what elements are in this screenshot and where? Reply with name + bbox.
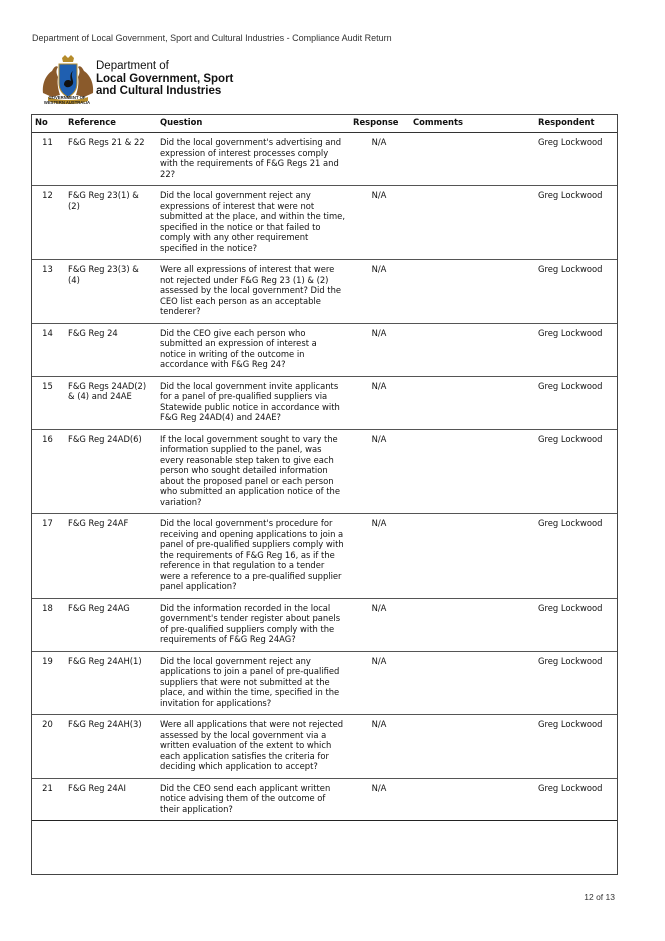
cell-reference: F&G Reg 24AI <box>64 778 156 821</box>
cell-reference: F&G Reg 24AF <box>64 514 156 599</box>
cell-reference: F&G Reg 23(1) & (2) <box>64 186 156 260</box>
cell-respondent: Greg Lockwood <box>530 514 618 599</box>
table-row <box>31 133 618 186</box>
cell-comments <box>409 429 530 514</box>
cell-respondent: Greg Lockwood <box>530 651 618 715</box>
cell-respondent: Greg Lockwood <box>530 323 618 376</box>
cell-comments <box>409 323 530 376</box>
cell-respondent: Greg Lockwood <box>530 260 618 324</box>
cell-reference: F&G Regs 21 & 22 <box>64 133 156 186</box>
table-row <box>31 260 618 324</box>
cell-comments <box>409 715 530 779</box>
cell-no: 21 <box>31 778 64 821</box>
table-row <box>31 651 618 715</box>
cell-no: 18 <box>31 598 64 651</box>
cell-response: N/A <box>349 133 409 186</box>
cell-reference: F&G Reg 24AH(1) <box>64 651 156 715</box>
cell-no: 19 <box>31 651 64 715</box>
page-number: 12 of 13 <box>584 892 615 902</box>
cell-question: Were all applications that were not rejected assessed by the local government via a written evaluation of the extent to which each application satisfies the criteria for deciding which application to accept? <box>156 715 349 779</box>
cell-question: If the local government sought to vary the information supplied to the panel, was every reasonable step taken to give each person who sought detailed information about the proposed panel or each person who submitted an application notice of the variation? <box>156 429 349 514</box>
cell-reference: F&G Reg 24AG <box>64 598 156 651</box>
cell-no: 17 <box>31 514 64 599</box>
cell-response: N/A <box>349 598 409 651</box>
cell-question: Did the CEO give each person who submitted an expression of interest a notice in writing of the outcome in accordance with F&G Reg 24? <box>156 323 349 376</box>
cell-respondent: Greg Lockwood <box>530 186 618 260</box>
cell-question: Did the local government's advertising and expression of interest processes comply with the requirements of F&G Regs 21 and 22? <box>156 133 349 186</box>
department-name: Department of Local Government, Sport and Cultural Industries <box>96 60 234 97</box>
cell-reference: F&G Regs 24AD(2) & (4) and 24AE <box>64 376 156 429</box>
logo-caption: GOVERNMENT OF WESTERN AUSTRALIA <box>43 95 91 105</box>
column-header-respondent: Respondent <box>530 114 618 133</box>
column-header-comments: Comments <box>409 114 530 133</box>
cell-response: N/A <box>349 715 409 779</box>
table-row <box>31 429 618 514</box>
cell-comments <box>409 260 530 324</box>
compliance-audit-table <box>31 114 618 821</box>
cell-reference: F&G Reg 24AH(3) <box>64 715 156 779</box>
cell-respondent: Greg Lockwood <box>530 429 618 514</box>
cell-response: N/A <box>349 514 409 599</box>
cell-no: 13 <box>31 260 64 324</box>
cell-respondent: Greg Lockwood <box>530 598 618 651</box>
cell-response: N/A <box>349 260 409 324</box>
column-header-reference: Reference <box>64 114 156 133</box>
cell-response: N/A <box>349 778 409 821</box>
table-row <box>31 514 618 599</box>
cell-comments <box>409 376 530 429</box>
cell-no: 11 <box>31 133 64 186</box>
table-row <box>31 778 618 821</box>
cell-no: 12 <box>31 186 64 260</box>
cell-no: 15 <box>31 376 64 429</box>
table-row <box>31 715 618 779</box>
table-row <box>31 186 618 260</box>
table-row <box>31 376 618 429</box>
cell-no: 20 <box>31 715 64 779</box>
column-header-no: No <box>31 114 64 133</box>
cell-response: N/A <box>349 186 409 260</box>
cell-question: Did the local government reject any expressions of interest that were not submitted at the place, and within the time, specified in the notice or that failed to comply with any other requirement specified in the notice? <box>156 186 349 260</box>
cell-question: Did the local government's procedure for receiving and opening applications to join a panel of pre-qualified suppliers comply with the requirements of F&G Reg 16, as if the reference in that regulation to a tender were a reference to a pre-qualified supplier panel application? <box>156 514 349 599</box>
cell-comments <box>409 778 530 821</box>
cell-response: N/A <box>349 376 409 429</box>
cell-comments <box>409 133 530 186</box>
cell-response: N/A <box>349 323 409 376</box>
table-row <box>31 323 618 376</box>
cell-respondent: Greg Lockwood <box>530 376 618 429</box>
cell-question: Did the CEO send each applicant written notice advising them of the outcome of their application? <box>156 778 349 821</box>
cell-no: 14 <box>31 323 64 376</box>
cell-comments <box>409 186 530 260</box>
cell-reference: F&G Reg 24AD(6) <box>64 429 156 514</box>
cell-question: Were all expressions of interest that were not rejected under F&G Reg 23 (1) & (2) assessed by the local government? Did the CEO list each person as an acceptable tenderer? <box>156 260 349 324</box>
table-row <box>31 598 618 651</box>
cell-respondent: Greg Lockwood <box>530 715 618 779</box>
document-header-title: Department of Local Government, Sport and Cultural Industries - Compliance Audit Return <box>32 33 392 43</box>
cell-question: Did the local government invite applicants for a panel of pre-qualified suppliers via Statewide public notice in accordance with F&G Reg 24AD(4) and 24AE? <box>156 376 349 429</box>
cell-question: Did the information recorded in the local government's tender register about panels of pre-qualified suppliers comply with the requirements of F&G Reg 24AG? <box>156 598 349 651</box>
cell-reference: F&G Reg 23(3) & (4) <box>64 260 156 324</box>
cell-comments <box>409 598 530 651</box>
cell-response: N/A <box>349 429 409 514</box>
column-header-response: Response <box>349 114 409 133</box>
column-header-question: Question <box>156 114 349 133</box>
cell-no: 16 <box>31 429 64 514</box>
cell-response: N/A <box>349 651 409 715</box>
cell-respondent: Greg Lockwood <box>530 133 618 186</box>
cell-comments <box>409 651 530 715</box>
cell-respondent: Greg Lockwood <box>530 778 618 821</box>
table-header-row <box>31 114 618 133</box>
cell-comments <box>409 514 530 599</box>
cell-question: Did the local government reject any applications to join a panel of pre-qualified suppliers that were not submitted at the place, and within the time, specified in the invitation for applications? <box>156 651 349 715</box>
cell-reference: F&G Reg 24 <box>64 323 156 376</box>
